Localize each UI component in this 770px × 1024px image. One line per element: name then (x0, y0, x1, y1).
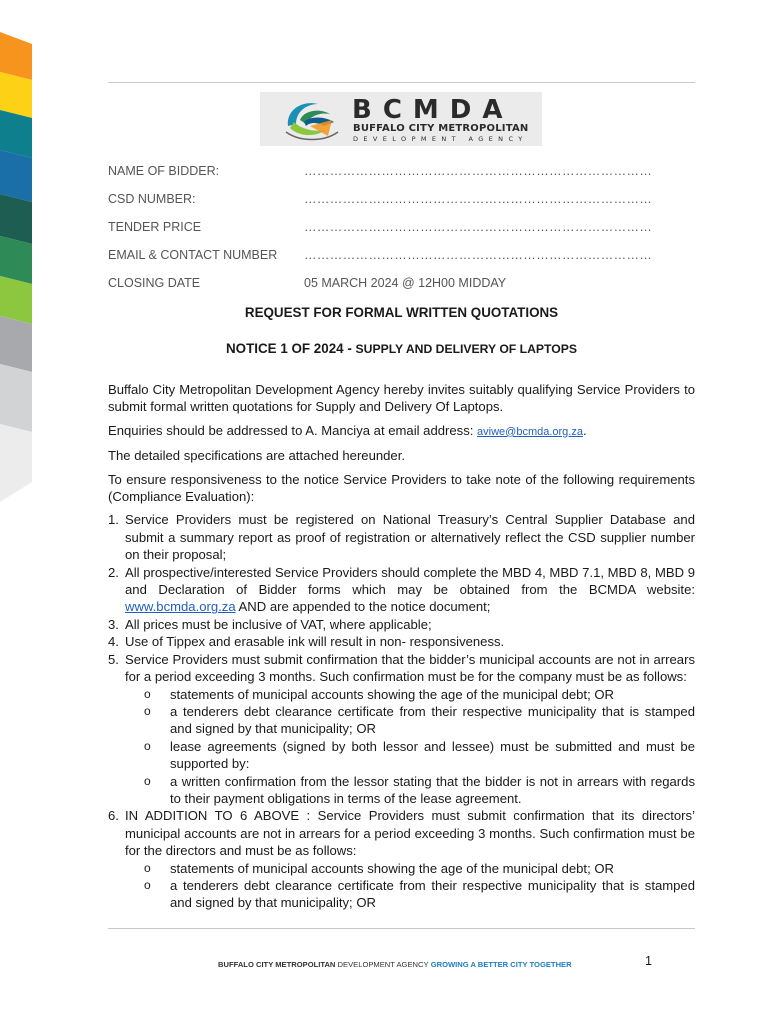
bullet-icon: o (144, 860, 151, 875)
requirement-text: All prospective/interested Service Providers should complete the MBD 4, MBD 7.1, MBD 8, MBD 9 and Declaration of Bidder forms which may be obtained from the BCMDA website: (125, 564, 695, 598)
enquiries-end: . (582, 422, 587, 438)
requirement-text-after: AND are appended to the notice document; (238, 599, 491, 615)
logo-acronym: BCMDA (352, 95, 514, 125)
field-label-closing-date: CLOSING DATE (108, 276, 201, 290)
document-body (108, 381, 695, 912)
field-value-bidder-name[interactable]: ……………………………………………………………………… (304, 164, 653, 178)
logo-line-2: DEVELOPMENT AGENCY (353, 135, 528, 143)
footer-text (218, 960, 572, 969)
logo-line-1: BUFFALO CITY METROPOLITAN (353, 123, 529, 134)
sub-requirement-item (125, 686, 695, 703)
sub-requirement-item (125, 703, 695, 738)
requirement-item (108, 651, 695, 808)
bullet-icon: o (144, 738, 151, 753)
requirement-text: Service Providers must submit confirmation that the bidder’s municipal accounts are not in arrears for a period exceeding 3 months. Such confirmation must be for the company must be as follows: (125, 651, 695, 685)
header-rule (108, 82, 695, 83)
requirement-item (108, 616, 695, 633)
bullet-icon: o (144, 703, 151, 718)
sub-requirement-text: a written confirmation from the lessor stating that the bidder is not in arrears with regards to their payment obligations in terms of the lease agreement. (170, 773, 695, 806)
enquiries-text: Enquiries should be addressed to A. Manciya at email address: (108, 422, 474, 438)
document-title: REQUEST FOR FORMAL WRITTEN QUOTATIONS (244, 305, 559, 320)
invite-paragraph: Buffalo City Metropolitan Development Agency hereby invites suitably qualifying Service Providers to submit formal written quotations for Supply and Delivery Of Laptops. (108, 382, 695, 415)
requirement-item (108, 564, 695, 616)
field-value-email-contact[interactable]: ……………………………………………………………………… (304, 248, 653, 262)
bullet-icon: o (144, 773, 151, 788)
sub-requirements-list (125, 686, 695, 808)
requirement-text: All prices must be inclusive of VAT, where applicable; (125, 616, 432, 632)
sub-requirement-text: statements of municipal accounts showing the age of the municipal debt; OR (170, 860, 614, 876)
footer-tagline: GROWING A BETTER CITY TOGETHER (430, 960, 572, 969)
footer-agency-rest: DEVELOPMENT AGENCY (337, 960, 429, 969)
decorative-side-band (0, 32, 32, 502)
sub-requirements-list (125, 860, 695, 912)
requirement-text: Use of Tippex and erasable ink will result in non- responsiveness. (125, 634, 505, 650)
bullet-icon: o (144, 877, 151, 892)
field-label-bidder-name: NAME OF BIDDER: (108, 164, 220, 178)
requirement-text: IN ADDITION TO 6 ABOVE : Service Providers must submit confirmation that its directors’ municipal accounts are not in arrears for a period exceeding 3 months. Such confirmation must be for the directors and must be as follows: (125, 808, 695, 859)
requirement-item (108, 511, 695, 563)
requirement-item (108, 633, 695, 650)
sub-requirement-item (125, 877, 695, 912)
field-value-closing-date: 05 MARCH 2024 @ 12H00 MIDDAY (304, 276, 507, 290)
requirements-list (108, 511, 695, 911)
requirement-number: 2. (108, 564, 119, 580)
sub-requirement-text: a tenderers debt clearance certificate from their respective municipality that is stamped and signed by that municipality; OR (170, 703, 695, 737)
field-value-csd-number[interactable]: ……………………………………………………………………… (304, 192, 653, 206)
bullet-icon: o (144, 686, 151, 701)
specs-paragraph: The detailed specifications are attached hereunder. (108, 448, 405, 464)
footer-agency-bold: BUFFALO CITY METROPOLITAN (218, 960, 336, 969)
footer-rule (108, 928, 695, 929)
bcmda-website-link[interactable]: www.bcmda.org.za (125, 599, 236, 615)
notice-subject: SUPPLY AND DELIVERY OF LAPTOPS (355, 342, 577, 356)
sub-requirement-text: lease agreements (signed by both lessor and lessee) must be submitted and must be supported by: (170, 738, 695, 772)
field-label-email-contact: EMAIL & CONTACT NUMBER (108, 248, 278, 262)
notice-prefix: NOTICE 1 OF 2024 - (226, 341, 352, 356)
requirement-number: 1. (108, 512, 119, 528)
requirement-number: 5. (108, 651, 119, 667)
responsiveness-paragraph: To ensure responsiveness to the notice Service Providers to take note of the following requirements (Compliance Evaluation): (108, 471, 695, 505)
bcmda-emblem-icon (280, 96, 344, 144)
requirement-number: 4. (108, 634, 119, 650)
notice-heading (108, 341, 695, 356)
page-number: 1 (645, 954, 652, 968)
sub-requirement-item (125, 860, 695, 877)
enquiries-email-link[interactable]: aviwe@bcmda.org.za (477, 425, 583, 438)
sub-requirement-text: a tenderers debt clearance certificate from their respective municipality that is stamped and signed by that municipality; OR (170, 877, 695, 911)
sub-requirement-item (125, 738, 695, 773)
requirement-item (108, 807, 695, 911)
field-value-tender-price[interactable]: ……………………………………………………………………… (304, 220, 653, 234)
sub-requirement-text: statements of municipal accounts showing the age of the municipal debt; OR (170, 686, 614, 702)
field-label-tender-price: TENDER PRICE (108, 220, 202, 234)
requirement-text: Service Providers must be registered on National Treasury’s Central Supplier Database and submit a summary report as proof of registration or alternatively reflect the CSD supplier number on their proposal; (125, 512, 695, 563)
bcmda-logo (260, 92, 542, 146)
requirement-number: 6. (108, 808, 119, 824)
field-label-csd-number: CSD NUMBER: (108, 192, 196, 206)
enquiries-paragraph (108, 422, 695, 441)
sub-requirement-item (125, 773, 695, 808)
requirement-number: 3. (108, 616, 119, 632)
